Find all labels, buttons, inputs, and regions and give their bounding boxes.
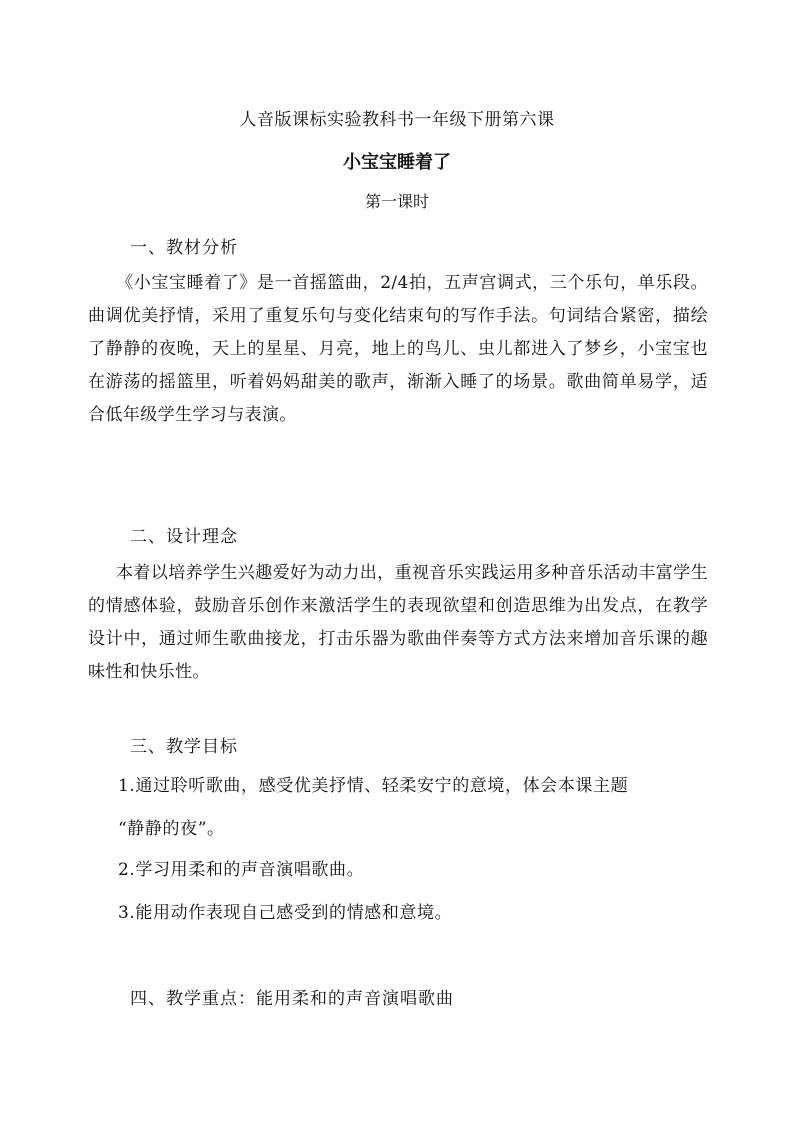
goal-item-2: 2.学习用柔和的声音演唱歌曲。 (118, 860, 365, 880)
section-heading-analysis: 一、教材分析 (130, 238, 238, 258)
textbook-header: 人音版课标实验教科书一年级下册第六课 (239, 110, 555, 130)
lesson-title: 小宝宝睡着了 (343, 152, 451, 173)
section-heading-concept: 二、设计理念 (130, 527, 238, 547)
section-heading-goals: 三、教学目标 (130, 737, 238, 757)
section-heading-focus: 四、教学重点：能用柔和的声音演唱歌曲 (130, 989, 454, 1009)
lesson-period: 第一课时 (364, 192, 429, 211)
goal-item-1: 1.通过聆听歌曲，感受优美抒情、轻柔安宁的意境，体会本课主题 (118, 776, 629, 796)
analysis-paragraph: 《小宝宝睡着了》是一首摇篮曲，2/4拍，五声宫调式，三个乐句，单乐段。曲调优美抒情，采用了重复乐句与变化结束句的写作手法。句词结合紧密，描绘了静静的夜晚，天上的星星、月亮，地上的鸟儿、虫儿都进入了梦乡，小宝宝也在游荡的摇篮里，听着妈妈甜美的歌声，渐渐入睡了的场景。歌曲简单易学，适合低年级学生学习与表演。 (88, 273, 708, 425)
goal-item-3: 3.能用动作表现自己感受到的情感和意境。 (118, 903, 453, 923)
section-text-concept (88, 557, 708, 689)
goal-item-1-continued: “静静的夜”。 (118, 819, 225, 839)
concept-paragraph: 本着以培养学生兴趣爱好为动力出，重视音乐实践运用多种音乐活动丰富学生的情感体验，鼓励音乐创作来激活学生的表现欲望和创造思维为出发点，在教学设计中，通过师生歌曲接龙，打击乐器为歌曲伴奏等方式方法来增加音乐课的趣味性和快乐性。 (88, 563, 708, 682)
section-text-analysis (88, 267, 708, 432)
